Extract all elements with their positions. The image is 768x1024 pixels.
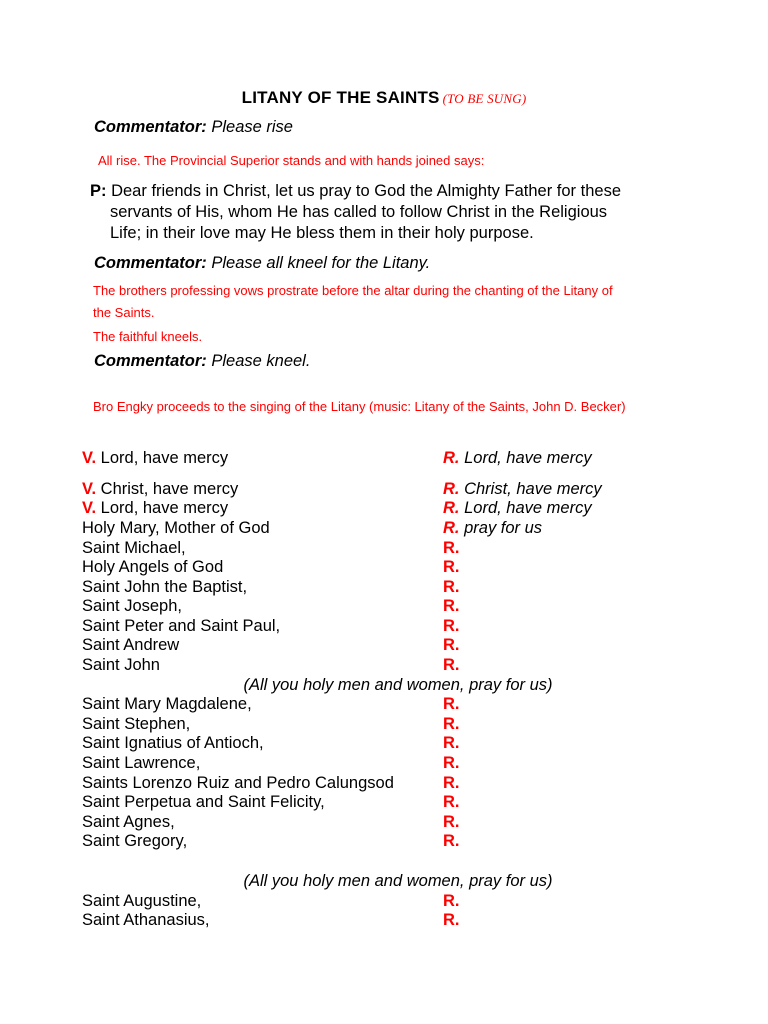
rubric-all-rise: All rise. The Provincial Superior stands and with hands joined says: bbox=[98, 153, 485, 168]
litany-row bbox=[82, 479, 702, 499]
commentator-instruction-1 bbox=[94, 118, 293, 137]
litany-row bbox=[82, 616, 702, 636]
r-label: R. bbox=[443, 519, 460, 537]
v-label: V. bbox=[82, 449, 97, 467]
invocation bbox=[82, 733, 264, 753]
response bbox=[443, 498, 592, 518]
rubric-faithful-kneel: The faithful kneels. bbox=[93, 329, 203, 344]
invocation-text: Saint Gregory, bbox=[82, 832, 188, 850]
invocation bbox=[82, 635, 179, 655]
invocation-text: Saint Michael, bbox=[82, 539, 186, 557]
invocation-text: Saint Augustine, bbox=[82, 892, 202, 910]
priest-prayer bbox=[90, 181, 680, 244]
rubric-prostrate-line-2: the Saints. bbox=[93, 305, 155, 320]
invocation-text: Saint Ignatius of Antioch, bbox=[82, 734, 264, 752]
commentator-label: Commentator: bbox=[94, 254, 207, 272]
invocation-text: Saints Lorenzo Ruiz and Pedro Calungsod bbox=[82, 774, 394, 792]
r-label: R. bbox=[443, 636, 460, 654]
litany-row bbox=[82, 635, 702, 655]
all-holy-response-1: (All you holy men and women, pray for us) bbox=[243, 676, 553, 694]
invocation-text: Saint Andrew bbox=[82, 636, 180, 654]
response bbox=[443, 557, 460, 577]
commentator-label: Commentator: bbox=[94, 352, 207, 370]
response bbox=[443, 694, 460, 714]
invocation-text: Saint John the Baptist, bbox=[82, 578, 248, 596]
response bbox=[443, 596, 460, 616]
litany-row bbox=[82, 577, 702, 597]
response bbox=[443, 655, 460, 675]
r-label: R. bbox=[443, 715, 460, 733]
invocation bbox=[82, 812, 175, 832]
invocation bbox=[82, 538, 186, 558]
r-label: R. bbox=[443, 656, 460, 674]
litany-row bbox=[82, 812, 702, 832]
response bbox=[443, 792, 460, 812]
invocation bbox=[82, 479, 238, 499]
response bbox=[443, 773, 460, 793]
commentator-text: Please rise bbox=[211, 118, 293, 136]
invocation bbox=[82, 831, 187, 851]
litany-row bbox=[82, 831, 702, 851]
r-label: R. bbox=[443, 597, 460, 615]
response bbox=[443, 831, 460, 851]
invocation-text: Saint Stephen, bbox=[82, 715, 191, 733]
response-text: pray for us bbox=[464, 519, 543, 537]
v-label: V. bbox=[82, 499, 97, 517]
litany-row bbox=[82, 733, 702, 753]
invocation bbox=[82, 891, 201, 911]
r-label: R. bbox=[443, 911, 460, 929]
invocation bbox=[82, 910, 210, 930]
response-text: Christ, have mercy bbox=[464, 480, 602, 498]
commentator-label: Commentator: bbox=[94, 118, 207, 136]
response bbox=[443, 448, 592, 468]
r-label: R. bbox=[443, 754, 460, 772]
invocation-text: Saint Agnes, bbox=[82, 813, 175, 831]
invocation bbox=[82, 753, 200, 773]
r-label: R. bbox=[443, 539, 460, 557]
litany-row bbox=[82, 538, 702, 558]
invocation-text: Lord, have mercy bbox=[100, 499, 229, 517]
r-label: R. bbox=[443, 832, 460, 850]
commentator-text: Please kneel. bbox=[211, 352, 311, 370]
invocation-text: Holy Mary, Mother of God bbox=[82, 519, 270, 537]
invocation-text: Saint Joseph, bbox=[82, 597, 182, 615]
response-text: Lord, have mercy bbox=[464, 499, 592, 517]
invocation-text: Saint Mary Magdalene, bbox=[82, 695, 252, 713]
priest-label: P: bbox=[90, 182, 107, 200]
commentator-instruction-2 bbox=[94, 254, 430, 273]
rubric-singing: Bro Engky proceeds to the singing of the Litany (music: Litany of the Saints, John D. Becker) bbox=[93, 399, 626, 414]
title-note: (TO BE SUNG) bbox=[442, 91, 527, 106]
response bbox=[443, 714, 460, 734]
invocation-text: Saint Athanasius, bbox=[82, 911, 210, 929]
invocation-text: Saint Peter and Saint Paul, bbox=[82, 617, 281, 635]
page-title bbox=[0, 88, 768, 108]
response bbox=[443, 812, 460, 832]
r-label: R. bbox=[443, 793, 460, 811]
litany-row bbox=[82, 518, 702, 538]
response bbox=[443, 753, 460, 773]
r-label: R. bbox=[443, 813, 460, 831]
invocation bbox=[82, 773, 394, 793]
invocation bbox=[82, 448, 228, 468]
r-label: R. bbox=[443, 499, 460, 517]
litany-row bbox=[82, 714, 702, 734]
commentator-instruction-3 bbox=[94, 352, 310, 371]
response bbox=[443, 733, 460, 753]
invocation-text: Saint Perpetua and Saint Felicity, bbox=[82, 793, 325, 811]
response bbox=[443, 616, 460, 636]
r-label: R. bbox=[443, 617, 460, 635]
response bbox=[443, 479, 602, 499]
litany-row bbox=[82, 694, 702, 714]
all-holy-response-2: (All you holy men and women, pray for us) bbox=[243, 872, 553, 890]
litany-row bbox=[82, 891, 702, 911]
response bbox=[443, 577, 460, 597]
invocation-text: Saint John bbox=[82, 656, 160, 674]
litany-row bbox=[82, 498, 702, 518]
r-label: R. bbox=[443, 558, 460, 576]
litany-row bbox=[82, 910, 702, 930]
invocation bbox=[82, 596, 182, 616]
r-label: R. bbox=[443, 774, 460, 792]
litany-row bbox=[82, 792, 702, 812]
invocation bbox=[82, 616, 280, 636]
commentator-text: Please all kneel for the Litany. bbox=[211, 254, 431, 272]
r-label: R. bbox=[443, 892, 460, 910]
litany-row bbox=[82, 557, 702, 577]
response-text: Lord, have mercy bbox=[464, 449, 592, 467]
litany-row bbox=[82, 448, 702, 468]
invocation bbox=[82, 498, 228, 518]
litany-row bbox=[82, 596, 702, 616]
litany-row bbox=[82, 753, 702, 773]
litany-row bbox=[82, 655, 702, 675]
priest-line-3: Life; in their love may He bless them in their holy purpose. bbox=[110, 224, 534, 242]
invocation bbox=[82, 694, 252, 714]
r-label: R. bbox=[443, 578, 460, 596]
invocation bbox=[82, 792, 325, 812]
r-label: R. bbox=[443, 695, 460, 713]
title-text: LITANY OF THE SAINTS bbox=[241, 88, 440, 107]
r-label: R. bbox=[443, 734, 460, 752]
r-label: R. bbox=[443, 480, 460, 498]
invocation-text: Lord, have mercy bbox=[100, 449, 229, 467]
priest-line-1: Dear friends in Christ, let us pray to God the Almighty Father for these bbox=[111, 182, 621, 200]
r-label: R. bbox=[443, 449, 460, 467]
v-label: V. bbox=[82, 480, 97, 498]
response bbox=[443, 891, 460, 911]
response bbox=[443, 538, 460, 558]
response bbox=[443, 910, 460, 930]
invocation bbox=[82, 655, 160, 675]
invocation bbox=[82, 557, 223, 577]
response bbox=[443, 635, 460, 655]
invocation bbox=[82, 714, 190, 734]
invocation-text: Holy Angels of God bbox=[82, 558, 224, 576]
priest-line-2: servants of His, whom He has called to follow Christ in the Religious bbox=[110, 203, 608, 221]
rubric-prostrate-line-1: The brothers professing vows prostrate before the altar during the chanting of the Litany of bbox=[93, 283, 613, 298]
invocation bbox=[82, 577, 247, 597]
litany-row bbox=[82, 773, 702, 793]
response bbox=[443, 518, 542, 538]
invocation-text: Christ, have mercy bbox=[100, 480, 239, 498]
invocation-text: Saint Lawrence, bbox=[82, 754, 201, 772]
invocation bbox=[82, 518, 270, 538]
